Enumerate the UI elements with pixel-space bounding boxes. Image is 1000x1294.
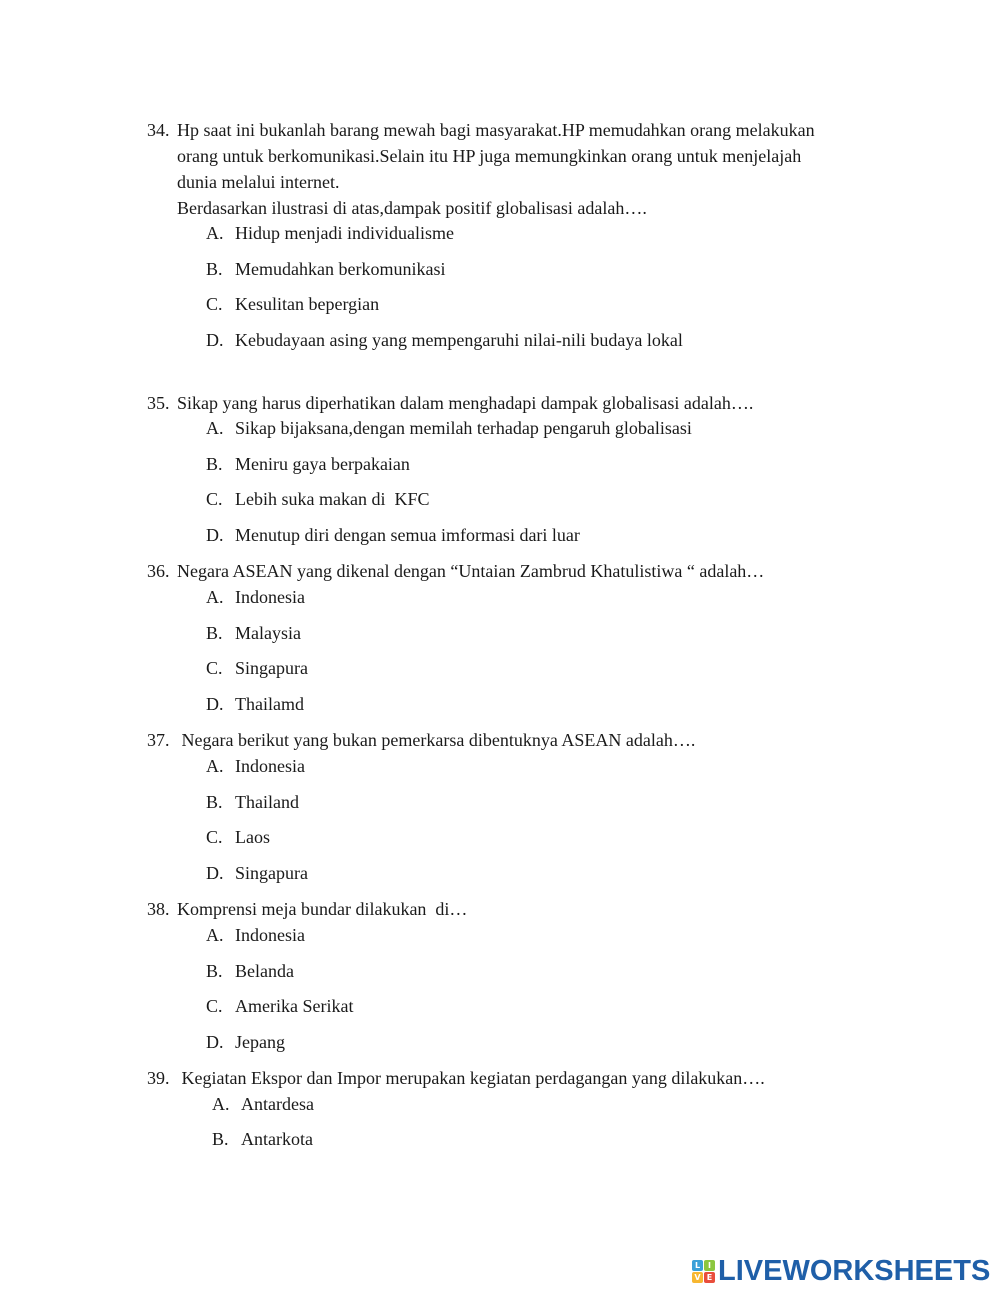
- q37-option-b[interactable]: Thailand: [235, 792, 299, 812]
- q36-option-a-letter: A.: [206, 587, 224, 607]
- q36-option-a[interactable]: Indonesia: [235, 587, 305, 607]
- q34-option-a[interactable]: Hidup menjadi individualisme: [235, 223, 454, 243]
- logo-text: LIVEWORKSHEETS: [718, 1254, 991, 1287]
- question-34-text-line-2: orang untuk berkomunikasi.Selain itu HP juga memungkinkan orang untuk menjelajah: [177, 146, 802, 166]
- q37-option-c-letter: C.: [206, 827, 223, 847]
- question-35-text: Sikap yang harus diperhatikan dalam menghadapi dampak globalisasi adalah….: [177, 393, 754, 413]
- logo-icon-tile-v: V: [692, 1272, 703, 1283]
- question-39-text: Kegiatan Ekspor dan Impor merupakan kegiatan perdagangan yang dilakukan….: [177, 1068, 765, 1088]
- liveworksheets-logo: [692, 1254, 990, 1288]
- q34-option-c[interactable]: Kesulitan bepergian: [235, 294, 380, 314]
- question-35-number: 35.: [147, 393, 170, 413]
- q38-option-c[interactable]: Amerika Serikat: [235, 996, 354, 1016]
- logo-icon-tile-e: E: [704, 1272, 715, 1283]
- question-39-number: 39.: [147, 1068, 170, 1088]
- q38-option-d-letter: D.: [206, 1032, 224, 1052]
- q36-option-c-letter: C.: [206, 658, 223, 678]
- q34-option-b-letter: B.: [206, 259, 223, 279]
- q37-option-a-letter: A.: [206, 756, 224, 776]
- q38-option-a[interactable]: Indonesia: [235, 925, 305, 945]
- q37-option-d-letter: D.: [206, 863, 224, 883]
- liveworksheets-logo-icon: [692, 1260, 715, 1283]
- q34-option-d-letter: D.: [206, 330, 224, 350]
- logo-icon-tile-i: I: [704, 1260, 715, 1271]
- q35-option-c-letter: C.: [206, 489, 223, 509]
- question-34-text-line-4: Berdasarkan ilustrasi di atas,dampak positif globalisasi adalah….: [177, 198, 647, 218]
- logo-icon-tile-l: L: [692, 1260, 703, 1271]
- q36-option-d[interactable]: Thailamd: [235, 694, 304, 714]
- q34-option-c-letter: C.: [206, 294, 223, 314]
- q37-option-a[interactable]: Indonesia: [235, 756, 305, 776]
- q37-option-d[interactable]: Singapura: [235, 863, 308, 883]
- q39-option-a-letter: A.: [212, 1094, 230, 1114]
- question-38-number: 38.: [147, 899, 170, 919]
- q38-option-d[interactable]: Jepang: [235, 1032, 285, 1052]
- q38-option-b[interactable]: Belanda: [235, 961, 294, 981]
- question-38-text: Komprensi meja bundar dilakukan di…: [177, 899, 468, 919]
- q35-option-a-letter: A.: [206, 418, 224, 438]
- q35-option-b-letter: B.: [206, 454, 223, 474]
- q35-option-c[interactable]: Lebih suka makan di KFC: [235, 489, 430, 509]
- q37-option-b-letter: B.: [206, 792, 223, 812]
- q37-option-c[interactable]: Laos: [235, 827, 270, 847]
- q34-option-d[interactable]: Kebudayaan asing yang mempengaruhi nilai-nili budaya lokal: [235, 330, 683, 350]
- q36-option-b[interactable]: Malaysia: [235, 623, 301, 643]
- q38-option-b-letter: B.: [206, 961, 223, 981]
- q35-option-b[interactable]: Meniru gaya berpakaian: [235, 454, 410, 474]
- question-34-number: 34.: [147, 120, 170, 140]
- q38-option-a-letter: A.: [206, 925, 224, 945]
- q36-option-c[interactable]: Singapura: [235, 658, 308, 678]
- q36-option-d-letter: D.: [206, 694, 224, 714]
- q35-option-d[interactable]: Menutup diri dengan semua imformasi dari luar: [235, 525, 580, 545]
- q39-option-b[interactable]: Antarkota: [241, 1129, 313, 1149]
- q35-option-d-letter: D.: [206, 525, 224, 545]
- q38-option-c-letter: C.: [206, 996, 223, 1016]
- q34-option-a-letter: A.: [206, 223, 224, 243]
- q39-option-a[interactable]: Antardesa: [241, 1094, 314, 1114]
- question-37-number: 37.: [147, 730, 170, 750]
- q36-option-b-letter: B.: [206, 623, 223, 643]
- question-34-text-line-3: dunia melalui internet.: [177, 172, 340, 192]
- question-37-text: Negara berikut yang bukan pemerkarsa dibentuknya ASEAN adalah….: [177, 730, 696, 750]
- question-34-text-line-1: Hp saat ini bukanlah barang mewah bagi masyarakat.HP memudahkan orang melakukan: [177, 120, 815, 140]
- q35-option-a[interactable]: Sikap bijaksana,dengan memilah terhadap pengaruh globalisasi: [235, 418, 692, 438]
- question-36-number: 36.: [147, 561, 170, 581]
- q39-option-b-letter: B.: [212, 1129, 229, 1149]
- question-36-text: Negara ASEAN yang dikenal dengan “Untaian Zambrud Khatulistiwa “ adalah…: [177, 561, 765, 581]
- q34-option-b[interactable]: Memudahkan berkomunikasi: [235, 259, 446, 279]
